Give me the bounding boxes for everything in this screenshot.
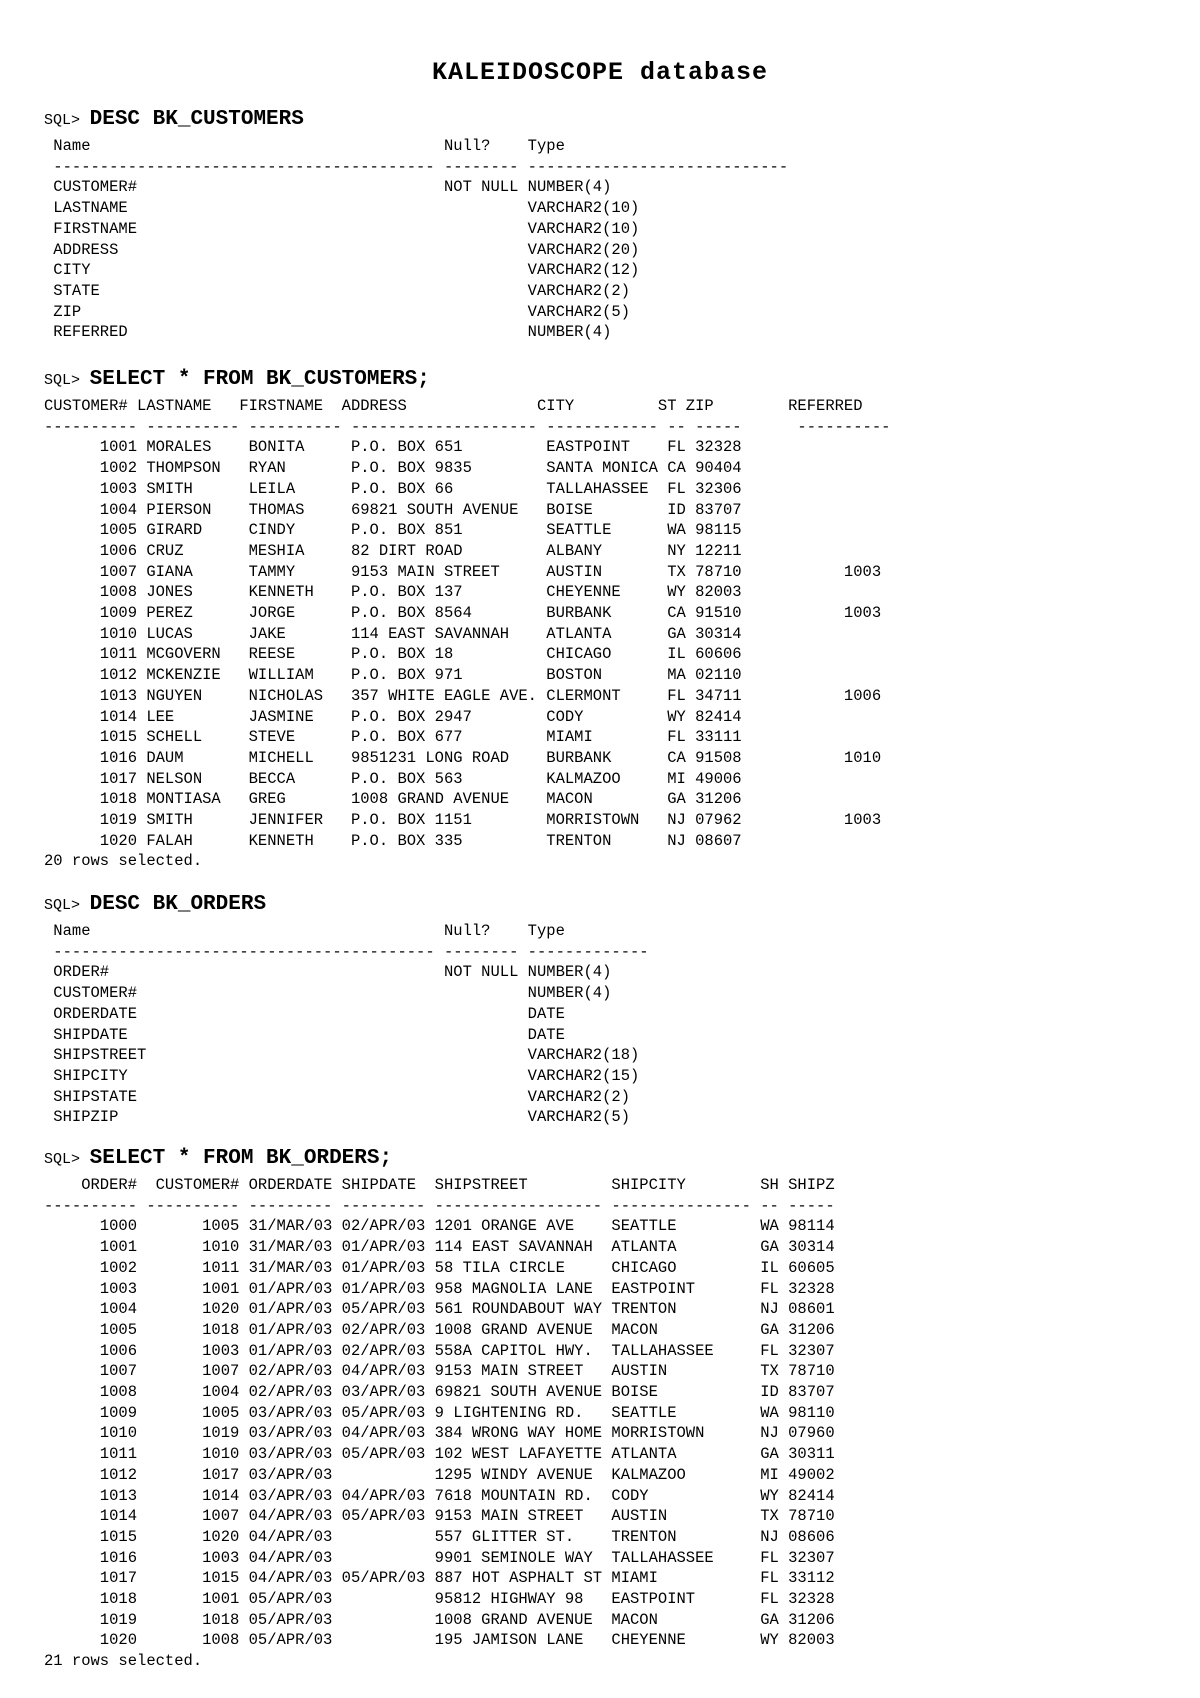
column-header: ORDER# CUSTOMER# ORDERDATE SHIPDATE SHIPSTREET SHIPCITY SH SHIPZ: [44, 1176, 835, 1194]
table-row: REFERRED NUMBER(4): [44, 323, 612, 342]
sql-command-line: [44, 368, 890, 396]
table-row: 1011 1010 03/APR/03 05/APR/03 102 WEST LAFAYETTE ATLANTA GA 30311: [44, 1445, 835, 1464]
desc-customers-section: [44, 108, 788, 343]
table-row: CITY VARCHAR2(12): [44, 261, 640, 280]
rows-selected-footer: 20 rows selected.: [44, 852, 203, 871]
table-row: ADDRESS VARCHAR2(20): [44, 240, 640, 259]
header-separator: ----------------------------------------- -------- ----------------------------: [44, 157, 789, 176]
table-row: SHIPZIP VARCHAR2(5): [44, 1108, 630, 1127]
table-row: 1014 1007 04/APR/03 05/APR/03 9153 MAIN STREET AUSTIN TX 78710: [44, 1507, 835, 1526]
describe-rows: [44, 177, 788, 343]
table-row: 1020 1008 05/APR/03 195 JAMISON LANE CHEYENNE WY 82003: [44, 1631, 835, 1650]
sql-command-line: [44, 893, 649, 921]
table-row: 1010 LUCAS JAKE 114 EAST SAVANNAH ATLANTA GA 30314: [44, 624, 742, 643]
column-header: Name Null? Type: [44, 922, 565, 940]
table-row: 1018 1001 05/APR/03 95812 HIGHWAY 98 EASTPOINT FL 32328: [44, 1590, 835, 1609]
table-row: 1004 1020 01/APR/03 05/APR/03 561 ROUNDABOUT WAY TRENTON NJ 08601: [44, 1300, 835, 1319]
sql-command: DESC BK_CUSTOMERS: [89, 108, 304, 131]
describe-rows: [44, 962, 649, 1128]
table-row: SHIPCITY VARCHAR2(15): [44, 1066, 640, 1085]
select-orders-section: [44, 1147, 835, 1672]
table-row: 1008 1004 02/APR/03 03/APR/03 69821 SOUTH AVENUE BOISE ID 83707: [44, 1383, 835, 1402]
table-row: 1010 1019 03/APR/03 04/APR/03 384 WRONG WAY HOME MORRISTOWN NJ 07960: [44, 1424, 835, 1443]
table-row: SHIPDATE DATE: [44, 1025, 565, 1044]
header-separator: ---------- ---------- ---------- -------------------- ------------ -- ----- ----------: [44, 417, 891, 436]
sql-command: SELECT * FROM BK_ORDERS;: [89, 1147, 393, 1170]
table-row: 1016 DAUM MICHELL 9851231 LONG ROAD BURBANK CA 91508 1010: [44, 748, 882, 767]
table-row: 1017 NELSON BECCA P.O. BOX 563 KALMAZOO MI 49006: [44, 769, 742, 788]
result-rows: [44, 1216, 835, 1651]
table-row: 1020 FALAH KENNETH P.O. BOX 335 TRENTON NJ 08607: [44, 831, 742, 850]
header-separator: ----------------------------------------- -------- -------------: [44, 942, 649, 961]
table-row: 1009 PEREZ JORGE P.O. BOX 8564 BURBANK CA 91510 1003: [44, 604, 882, 623]
sql-prompt: SQL>: [44, 897, 81, 914]
sql-prompt: SQL>: [44, 372, 81, 389]
select-customers-section: [44, 368, 890, 872]
table-row: 1007 1007 02/APR/03 04/APR/03 9153 MAIN STREET AUSTIN TX 78710: [44, 1362, 835, 1381]
header-separator: ---------- ---------- --------- --------- ------------------ --------------- -- -----: [44, 1196, 835, 1215]
table-row: 1014 LEE JASMINE P.O. BOX 2947 CODY WY 82414: [44, 707, 742, 726]
table-row: 1012 MCKENZIE WILLIAM P.O. BOX 971 BOSTON MA 02110: [44, 666, 742, 685]
sql-command-line: [44, 108, 788, 136]
sql-command: DESC BK_ORDERS: [89, 893, 267, 916]
table-row: 1007 GIANA TAMMY 9153 MAIN STREET AUSTIN TX 78710 1003: [44, 562, 882, 581]
table-row: STATE VARCHAR2(2): [44, 281, 630, 300]
table-row: CUSTOMER# NOT NULL NUMBER(4): [44, 178, 612, 197]
table-row: 1011 MCGOVERN REESE P.O. BOX 18 CHICAGO IL 60606: [44, 645, 742, 664]
table-row: 1001 1010 31/MAR/03 01/APR/03 114 EAST SAVANNAH ATLANTA GA 30314: [44, 1238, 835, 1257]
table-row: SHIPSTATE VARCHAR2(2): [44, 1087, 630, 1106]
table-row: 1002 1011 31/MAR/03 01/APR/03 58 TILA CIRCLE CHICAGO IL 60605: [44, 1258, 835, 1277]
table-row: CUSTOMER# NUMBER(4): [44, 984, 612, 1003]
table-row: 1003 1001 01/APR/03 01/APR/03 958 MAGNOLIA LANE EASTPOINT FL 32328: [44, 1279, 835, 1298]
column-header: Name Null? Type: [44, 137, 565, 155]
table-row: 1001 MORALES BONITA P.O. BOX 651 EASTPOINT FL 32328: [44, 438, 742, 457]
table-row: 1015 SCHELL STEVE P.O. BOX 677 MIAMI FL 33111: [44, 728, 742, 747]
table-row: ZIP VARCHAR2(5): [44, 302, 630, 321]
table-row: 1005 1018 01/APR/03 02/APR/03 1008 GRAND AVENUE MACON GA 31206: [44, 1320, 835, 1339]
table-row: ORDER# NOT NULL NUMBER(4): [44, 963, 612, 982]
table-row: 1006 1003 01/APR/03 02/APR/03 558A CAPITOL HWY. TALLAHASSEE FL 32307: [44, 1341, 835, 1360]
table-row: SHIPSTREET VARCHAR2(18): [44, 1046, 640, 1065]
page-title: KALEIDOSCOPE database: [431, 58, 769, 87]
table-row: 1015 1020 04/APR/03 557 GLITTER ST. TRENTON NJ 08606: [44, 1527, 835, 1546]
table-row: 1008 JONES KENNETH P.O. BOX 137 CHEYENNE WY 82003: [44, 583, 742, 602]
rows-selected-footer: 21 rows selected.: [44, 1652, 203, 1671]
table-row: 1006 CRUZ MESHIA 82 DIRT ROAD ALBANY NY 12211: [44, 541, 742, 560]
table-row: 1016 1003 04/APR/03 9901 SEMINOLE WAY TALLAHASSEE FL 32307: [44, 1548, 835, 1567]
table-row: 1019 SMITH JENNIFER P.O. BOX 1151 MORRISTOWN NJ 07962 1003: [44, 811, 882, 830]
table-row: 1012 1017 03/APR/03 1295 WINDY AVENUE KALMAZOO MI 49002: [44, 1465, 835, 1484]
table-row: 1017 1015 04/APR/03 05/APR/03 887 HOT ASPHALT ST MIAMI FL 33112: [44, 1569, 835, 1588]
table-row: ORDERDATE DATE: [44, 1004, 565, 1023]
table-row: 1003 SMITH LEILA P.O. BOX 66 TALLAHASSEE FL 32306: [44, 479, 742, 498]
table-row: FIRSTNAME VARCHAR2(10): [44, 219, 640, 238]
table-row: 1004 PIERSON THOMAS 69821 SOUTH AVENUE BOISE ID 83707: [44, 500, 742, 519]
result-rows: [44, 437, 890, 851]
sql-prompt: SQL>: [44, 1151, 81, 1168]
column-header: CUSTOMER# LASTNAME FIRSTNAME ADDRESS CITY ST ZIP REFERRED: [44, 397, 863, 415]
table-row: 1019 1018 05/APR/03 1008 GRAND AVENUE MACON GA 31206: [44, 1610, 835, 1629]
sql-command-line: [44, 1147, 835, 1175]
table-row: 1009 1005 03/APR/03 05/APR/03 9 LIGHTENING RD. SEATTLE WA 98110: [44, 1403, 835, 1422]
table-row: LASTNAME VARCHAR2(10): [44, 199, 640, 218]
desc-orders-section: [44, 893, 649, 1128]
table-row: 1018 MONTIASA GREG 1008 GRAND AVENUE MACON GA 31206: [44, 790, 742, 809]
table-row: 1013 NGUYEN NICHOLAS 357 WHITE EAGLE AVE. CLERMONT FL 34711 1006: [44, 686, 882, 705]
sql-command: SELECT * FROM BK_CUSTOMERS;: [89, 368, 430, 391]
table-row: 1005 GIRARD CINDY P.O. BOX 851 SEATTLE WA 98115: [44, 521, 742, 540]
sql-prompt: SQL>: [44, 112, 81, 129]
table-row: 1000 1005 31/MAR/03 02/APR/03 1201 ORANGE AVE SEATTLE WA 98114: [44, 1217, 835, 1236]
table-row: 1013 1014 03/APR/03 04/APR/03 7618 MOUNTAIN RD. CODY WY 82414: [44, 1486, 835, 1505]
table-row: 1002 THOMPSON RYAN P.O. BOX 9835 SANTA MONICA CA 90404: [44, 459, 742, 478]
